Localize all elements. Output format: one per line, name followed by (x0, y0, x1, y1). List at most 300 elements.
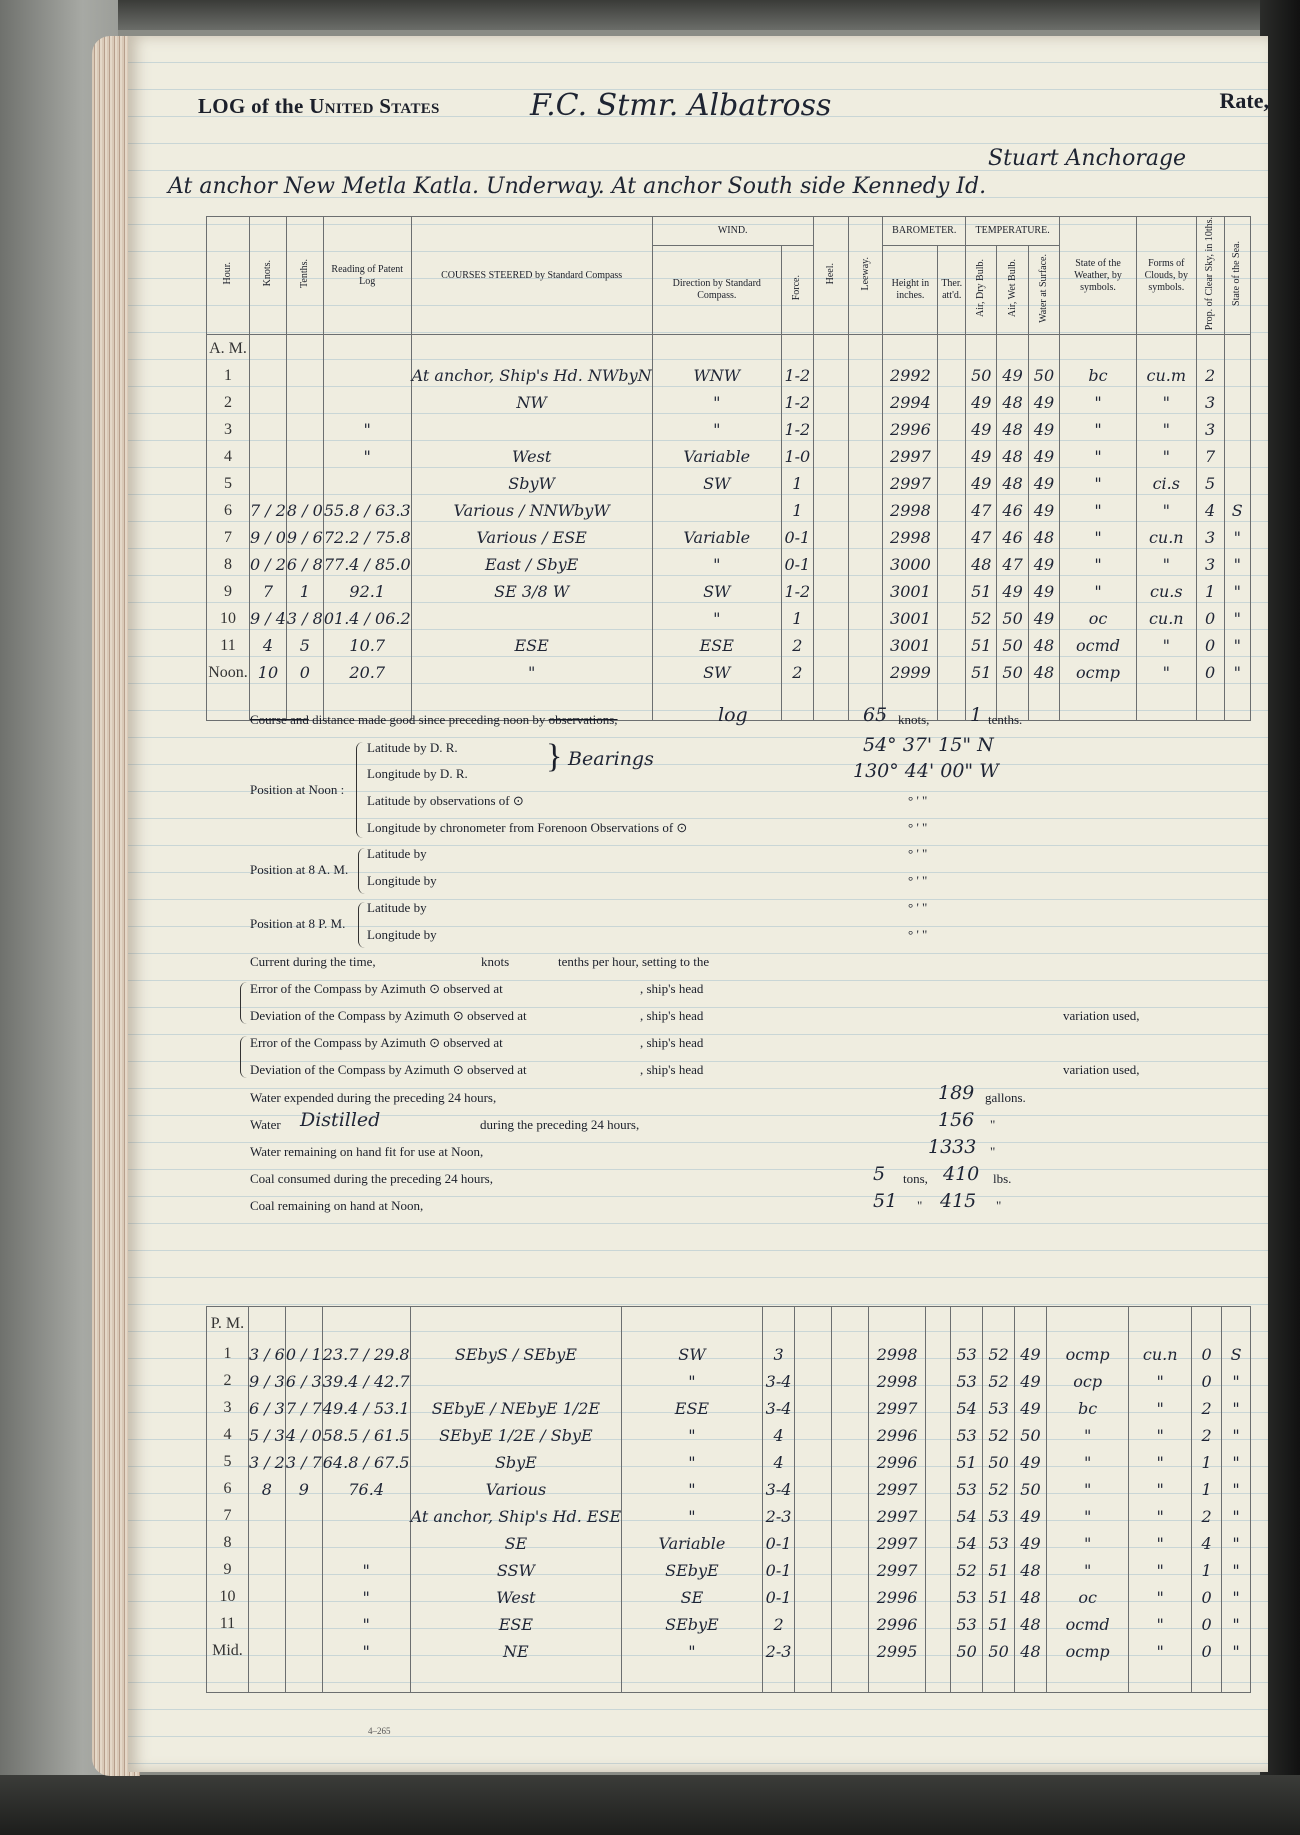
ships-head-2: , ship's head (640, 1008, 704, 1023)
am-cell-patent (323, 470, 411, 497)
am-rows (207, 335, 1251, 721)
am-cell-water: 50 (1028, 362, 1059, 389)
pm-cell-sea: " (1222, 1395, 1251, 1422)
pm-cell-patent: " (322, 1557, 410, 1584)
am-cell-force: 0-1 (781, 551, 813, 578)
pm-cell-wet: 50 (983, 1449, 1015, 1476)
pm-cell-heel (795, 1638, 832, 1665)
pm-cell-bar: 2996 (869, 1611, 926, 1638)
pm-cell-course: West (410, 1584, 622, 1611)
col-heel: Heel. (813, 217, 848, 335)
pm-cell-ther (926, 1584, 951, 1611)
am-row (207, 659, 1251, 686)
am-cell-tenths: 9 / 6 (286, 524, 323, 551)
pm-cell-weather: ocmp (1046, 1341, 1129, 1368)
pm-row (207, 1422, 1251, 1449)
pm-cell-wind: SE (622, 1584, 762, 1611)
title-united-states: United States (309, 94, 440, 118)
am-cell-leeway (848, 659, 883, 686)
am-cell-clouds: " (1136, 497, 1196, 524)
col-sky: Prop. of Clear Sky, in 10ths. (1196, 217, 1224, 335)
pm-cell-ther (926, 1368, 951, 1395)
pm-cell-ther (926, 1476, 951, 1503)
am-cell-knots (249, 389, 286, 416)
dr-brace-right: } (546, 738, 563, 775)
am-cell-bar: 2997 (883, 443, 938, 470)
pm-cell-force: 0-1 (762, 1584, 795, 1611)
pm-cell-hour: 1 (207, 1341, 249, 1368)
pm-cell-sea: " (1222, 1476, 1251, 1503)
am-row (207, 416, 1251, 443)
am-cell-sky: 7 (1196, 443, 1224, 470)
error-compass-2: Error of the Compass by Azimuth ⊙ observed at (250, 1035, 503, 1050)
pm-cell-bar: 2997 (869, 1530, 926, 1557)
am-cell-sea (1224, 362, 1250, 389)
pm-row (207, 1341, 1251, 1368)
pm-cell-dry: 52 (951, 1557, 983, 1584)
am-cell-force: 2 (781, 632, 813, 659)
pm-row (207, 1449, 1251, 1476)
pm-cell-leeway (832, 1368, 869, 1395)
brace-noon (356, 742, 363, 838)
am-cell-weather: " (1060, 578, 1137, 605)
am-cell-patent: " (323, 443, 411, 470)
am-cell-patent (323, 362, 411, 389)
am-cell-bar: 2992 (883, 362, 938, 389)
pm-cell-bar: 2997 (869, 1503, 926, 1530)
lat-8pm-marks: ° ' " (908, 900, 928, 915)
am-cell-hour: 5 (207, 470, 250, 497)
am-cell-force: 1-2 (781, 416, 813, 443)
pm-cell-sea: " (1222, 1368, 1251, 1395)
am-cell-sea: " (1224, 551, 1250, 578)
am-row (207, 443, 1251, 470)
pm-cell-weather: ocmp (1046, 1638, 1129, 1665)
pm-cell-dry: 53 (951, 1341, 983, 1368)
pm-cell-clouds: " (1129, 1449, 1192, 1476)
pm-cell-heel (795, 1422, 832, 1449)
am-cell-dry: 51 (966, 578, 997, 605)
am-cell-heel (813, 416, 848, 443)
pm-cell-knots: 8 (248, 1476, 285, 1503)
pm-cell-hour: Mid. (207, 1638, 249, 1665)
am-cell-weather: oc (1060, 605, 1137, 632)
pm-cell-wind: " (622, 1449, 762, 1476)
pm-cell-hour: 10 (207, 1584, 249, 1611)
pm-cell-bar: 2996 (869, 1422, 926, 1449)
am-cell-heel (813, 551, 848, 578)
am-cell-bar: 2998 (883, 497, 938, 524)
coal-remaining-lbs: 415 (940, 1190, 977, 1212)
pm-cell-course: SEbyS / SEbyE (410, 1341, 622, 1368)
am-cell-course: NW (411, 389, 652, 416)
pm-cell-dry: 50 (951, 1638, 983, 1665)
am-cell-tenths: 1 (286, 578, 323, 605)
pm-cell-knots: 5 / 3 (248, 1422, 285, 1449)
am-cell-tenths (286, 362, 323, 389)
variation-2: variation used, (1063, 1062, 1140, 1077)
pm-cell-wet: 53 (983, 1530, 1015, 1557)
am-cell-sea (1224, 470, 1250, 497)
current-label: Current during the time, (250, 954, 376, 969)
am-cell-dry: 49 (966, 470, 997, 497)
bottom-background (0, 1775, 1300, 1835)
by-value: log (718, 704, 748, 726)
am-cell-weather: " (1060, 551, 1137, 578)
pm-row (207, 1476, 1251, 1503)
pm-cell-weather: " (1046, 1449, 1129, 1476)
am-cell-bar: 2994 (883, 389, 938, 416)
pm-cell-dry: 53 (951, 1611, 983, 1638)
deviation-1: Deviation of the Compass by Azimuth ⊙ observed at (250, 1008, 527, 1023)
am-cell-sky: 2 (1196, 362, 1224, 389)
am-cell-leeway (848, 578, 883, 605)
am-cell-patent: 01.4 / 06.2 (323, 605, 411, 632)
am-cell-ther (938, 605, 966, 632)
pm-cell-water: 49 (1015, 1503, 1047, 1530)
pm-cell-ther (926, 1530, 951, 1557)
am-cell-wet: 50 (997, 659, 1028, 686)
pm-cell-patent: " (322, 1584, 410, 1611)
am-cell-heel (813, 470, 848, 497)
pm-cell-heel (795, 1395, 832, 1422)
pos-8am-label: Position at 8 A. M. (250, 862, 349, 877)
am-cell-water: 49 (1028, 470, 1059, 497)
location-above: Stuart Anchorage (988, 146, 1187, 171)
pm-cell-tenths (285, 1503, 322, 1530)
pm-cell-tenths (285, 1530, 322, 1557)
am-cell-sea (1224, 389, 1250, 416)
am-cell-water: 49 (1028, 605, 1059, 632)
pm-cell-clouds: " (1129, 1422, 1192, 1449)
am-cell-wind: " (652, 551, 781, 578)
top-shadow (0, 0, 1300, 30)
lat-dr-label: Latitude by D. R. (367, 740, 458, 755)
pm-cell-course: SEbyE 1/2E / SbyE (410, 1422, 622, 1449)
ditto-3: " (917, 1198, 923, 1213)
pm-cell-heel (795, 1449, 832, 1476)
am-cell-hour: 7 (207, 524, 250, 551)
am-cell-ther (938, 389, 966, 416)
pm-cell-water: 49 (1015, 1449, 1047, 1476)
am-cell-clouds: cu.n (1136, 524, 1196, 551)
am-cell-course: Various / NNWbyW (411, 497, 652, 524)
pm-cell-sea: " (1222, 1422, 1251, 1449)
pm-cell-force: 3-4 (762, 1476, 795, 1503)
pm-cell-knots (248, 1530, 285, 1557)
brace-compass-2 (240, 1036, 247, 1078)
am-cell-bar: 2998 (883, 524, 938, 551)
pm-cell-ther (926, 1557, 951, 1584)
am-cell-weather: " (1060, 470, 1137, 497)
pm-cell-tenths (285, 1557, 322, 1584)
pm-cell-course: ESE (410, 1611, 622, 1638)
pm-cell-ther (926, 1638, 951, 1665)
am-cell-leeway (848, 470, 883, 497)
pm-cell-wind: Variable (622, 1530, 762, 1557)
pm-rows (207, 1307, 1251, 1693)
am-cell-weather: " (1060, 443, 1137, 470)
tons-label: tons, (903, 1171, 928, 1186)
pm-cell-course: SEbyE / NEbyE 1/2E (410, 1395, 622, 1422)
am-cell-clouds: " (1136, 659, 1196, 686)
am-cell-dry: 49 (966, 443, 997, 470)
pm-cell-leeway (832, 1449, 869, 1476)
am-cell-dry: 49 (966, 389, 997, 416)
am-cell-clouds: " (1136, 443, 1196, 470)
col-barometer: BAROMETER. (883, 217, 966, 246)
pm-cell-water: 49 (1015, 1341, 1047, 1368)
am-cell-weather: " (1060, 524, 1137, 551)
am-cell-hour: 4 (207, 443, 250, 470)
pm-cell-patent: " (322, 1611, 410, 1638)
am-cell-sky: 3 (1196, 389, 1224, 416)
pm-cell-wet: 50 (983, 1638, 1015, 1665)
am-cell-leeway (848, 389, 883, 416)
am-cell-wind: SW (652, 578, 781, 605)
gallons-label: gallons. (985, 1090, 1026, 1105)
am-row (207, 551, 1251, 578)
pm-cell-wind: SW (622, 1341, 762, 1368)
am-log-table (206, 216, 1251, 721)
pm-cell-sky: 1 (1192, 1557, 1222, 1584)
variation-1: variation used, (1063, 1008, 1140, 1023)
pm-cell-wind: " (622, 1503, 762, 1530)
am-cell-sea: " (1224, 524, 1250, 551)
am-cell-water: 49 (1028, 497, 1059, 524)
am-cell-patent: 92.1 (323, 578, 411, 605)
pm-cell-water: 49 (1015, 1368, 1047, 1395)
pm-cell-dry: 54 (951, 1503, 983, 1530)
am-cell-knots: 0 / 2 (249, 551, 286, 578)
am-row (207, 632, 1251, 659)
lbs-label: lbs. (993, 1171, 1012, 1186)
title-prefix: LOG of the (198, 94, 304, 118)
am-cell-heel (813, 443, 848, 470)
col-wind-direction: Direction by Standard Compass. (652, 245, 781, 334)
pm-cell-sea: " (1222, 1584, 1251, 1611)
ditto-1: " (990, 1117, 996, 1132)
water-remaining-value: 1333 (928, 1136, 977, 1158)
lat-8am-marks: ° ' " (908, 846, 928, 861)
pm-cell-dry: 53 (951, 1584, 983, 1611)
pm-cell-heel (795, 1530, 832, 1557)
coal-consumed-label: Coal consumed during the preceding 24 hours, (250, 1171, 493, 1186)
pm-cell-hour: 9 (207, 1557, 249, 1584)
pm-cell-ther (926, 1611, 951, 1638)
pm-cell-sea: " (1222, 1557, 1251, 1584)
am-cell-weather: " (1060, 416, 1137, 443)
pm-cell-bar: 2997 (869, 1395, 926, 1422)
pm-cell-force: 0-1 (762, 1530, 795, 1557)
col-wind: WIND. (652, 217, 813, 246)
am-cell-heel (813, 578, 848, 605)
am-cell-force: 1 (781, 497, 813, 524)
pm-cell-ther (926, 1341, 951, 1368)
am-cell-bar: 3001 (883, 632, 938, 659)
pm-cell-sky: 0 (1192, 1341, 1222, 1368)
pm-cell-leeway (832, 1638, 869, 1665)
am-cell-ther (938, 524, 966, 551)
am-cell-force: 1-2 (781, 362, 813, 389)
water-prefix: Water (250, 1117, 281, 1132)
ditto-4: " (996, 1198, 1002, 1213)
pm-cell-wet: 52 (983, 1368, 1015, 1395)
ships-head-4: , ship's head (640, 1062, 704, 1077)
pm-cell-clouds: " (1129, 1557, 1192, 1584)
am-cell-sea: " (1224, 605, 1250, 632)
am-cell-water: 49 (1028, 443, 1059, 470)
pm-cell-force: 4 (762, 1449, 795, 1476)
am-row (207, 389, 1251, 416)
am-cell-clouds: ci.s (1136, 470, 1196, 497)
am-cell-wind: " (652, 389, 781, 416)
pm-cell-clouds: " (1129, 1476, 1192, 1503)
log-page (128, 36, 1268, 1772)
am-cell-leeway (848, 416, 883, 443)
pm-cell-patent (322, 1503, 410, 1530)
water-distilled-value: 156 (938, 1109, 975, 1131)
pm-cell-hour: 3 (207, 1395, 249, 1422)
col-knots: Knots. (249, 217, 286, 335)
pm-cell-course: SSW (410, 1557, 622, 1584)
pm-cell-patent (322, 1530, 410, 1557)
lon-dr-label: Longitude by D. R. (367, 766, 468, 781)
am-cell-wet: 49 (997, 578, 1028, 605)
am-cell-ther (938, 551, 966, 578)
am-cell-hour: 10 (207, 605, 250, 632)
pm-cell-leeway (832, 1476, 869, 1503)
pm-cell-wet: 51 (983, 1611, 1015, 1638)
pm-cell-tenths (285, 1638, 322, 1665)
pm-cell-force: 2-3 (762, 1503, 795, 1530)
am-cell-sky: 1 (1196, 578, 1224, 605)
pm-cell-wind: " (622, 1368, 762, 1395)
pm-cell-dry: 53 (951, 1368, 983, 1395)
am-cell-heel (813, 389, 848, 416)
am-cell-course: " (411, 659, 652, 686)
am-row (207, 470, 1251, 497)
am-cell-patent: 72.2 / 75.8 (323, 524, 411, 551)
pm-cell-hour: 4 (207, 1422, 249, 1449)
pm-cell-sky: 0 (1192, 1638, 1222, 1665)
pm-cell-weather: " (1046, 1557, 1129, 1584)
am-cell-dry: 51 (966, 632, 997, 659)
am-cell-clouds: cu.m (1136, 362, 1196, 389)
am-cell-tenths: 5 (286, 632, 323, 659)
lat-8am-label: Latitude by (367, 846, 427, 861)
course-distance-label: Course and distance made good since preceding noon by observations, (250, 712, 618, 727)
pm-cell-clouds: " (1129, 1584, 1192, 1611)
am-cell-sky: 0 (1196, 605, 1224, 632)
am-cell-hour: 2 (207, 389, 250, 416)
pm-cell-course: SE (410, 1530, 622, 1557)
am-cell-ther (938, 416, 966, 443)
pm-cell-sea: " (1222, 1530, 1251, 1557)
pm-cell-knots: 3 / 2 (248, 1449, 285, 1476)
am-cell-leeway (848, 497, 883, 524)
position-noon-label: Position at Noon : (250, 782, 345, 797)
pm-cell-wet: 52 (983, 1341, 1015, 1368)
pm-cell-clouds: " (1129, 1395, 1192, 1422)
am-cell-knots: 9 / 4 (249, 605, 286, 632)
am-cell-patent: 10.7 (323, 632, 411, 659)
am-cell-heel (813, 497, 848, 524)
am-cell-wind: ESE (652, 632, 781, 659)
am-cell-hour: 3 (207, 416, 250, 443)
am-cell-tenths (286, 470, 323, 497)
am-cell-heel (813, 524, 848, 551)
pm-cell-wet: 51 (983, 1584, 1015, 1611)
am-cell-wet: 50 (997, 632, 1028, 659)
am-cell-sky: 0 (1196, 659, 1224, 686)
am-cell-wind (652, 497, 781, 524)
am-cell-knots (249, 470, 286, 497)
pm-cell-water: 50 (1015, 1476, 1047, 1503)
am-cell-force: 1-0 (781, 443, 813, 470)
pm-cell-knots: 9 / 3 (248, 1368, 285, 1395)
am-cell-ther (938, 443, 966, 470)
am-cell-heel (813, 605, 848, 632)
water-remaining-label: Water remaining on hand fit for use at Noon, (250, 1144, 484, 1159)
pos-8pm-label: Position at 8 P. M. (250, 916, 346, 931)
pm-cell-wet: 52 (983, 1476, 1015, 1503)
am-cell-sea (1224, 416, 1250, 443)
pm-cell-weather: ocmd (1046, 1611, 1129, 1638)
pm-cell-knots: 3 / 6 (248, 1341, 285, 1368)
pm-cell-sky: 2 (1192, 1395, 1222, 1422)
pm-cell-knots (248, 1557, 285, 1584)
am-cell-force: 2 (781, 659, 813, 686)
am-cell-knots: 7 (249, 578, 286, 605)
pm-cell-clouds: " (1129, 1368, 1192, 1395)
pm-row (207, 1638, 1251, 1665)
pm-cell-dry: 54 (951, 1530, 983, 1557)
pm-cell-heel (795, 1557, 832, 1584)
pm-row (207, 1368, 1251, 1395)
pm-cell-force: 2-3 (762, 1638, 795, 1665)
am-cell-course: Various / ESE (411, 524, 652, 551)
pm-cell-weather: bc (1046, 1395, 1129, 1422)
am-cell-sky: 3 (1196, 416, 1224, 443)
bearings-value: Bearings (568, 748, 654, 770)
lat-obs-marks: ° ' " (908, 793, 928, 808)
lat-8pm-label: Latitude by (367, 900, 427, 915)
am-cell-course (411, 416, 652, 443)
am-cell-sky: 3 (1196, 524, 1224, 551)
pm-row (207, 1395, 1251, 1422)
pm-cell-sea: " (1222, 1503, 1251, 1530)
am-cell-leeway (848, 551, 883, 578)
lon-8pm-label: Longitude by (367, 927, 437, 942)
am-cell-leeway (848, 605, 883, 632)
lat-dr-value: 54° 37' 15" N (863, 734, 994, 756)
pm-cell-weather: ocp (1046, 1368, 1129, 1395)
pm-row (207, 1611, 1251, 1638)
location-line: At anchor New Metla Katla. Underway. At anchor South side Kennedy Id. (168, 174, 987, 199)
pm-cell-water: 49 (1015, 1395, 1047, 1422)
am-cell-dry: 52 (966, 605, 997, 632)
am-cell-course (411, 605, 652, 632)
pm-row (207, 1584, 1251, 1611)
pm-cell-clouds: " (1129, 1503, 1192, 1530)
pm-cell-wind: SEbyE (622, 1611, 762, 1638)
coal-remaining-label: Coal remaining on hand at Noon, (250, 1198, 424, 1213)
pm-cell-dry: 53 (951, 1422, 983, 1449)
am-cell-ther (938, 362, 966, 389)
am-cell-clouds: " (1136, 551, 1196, 578)
am-cell-water: 48 (1028, 659, 1059, 686)
